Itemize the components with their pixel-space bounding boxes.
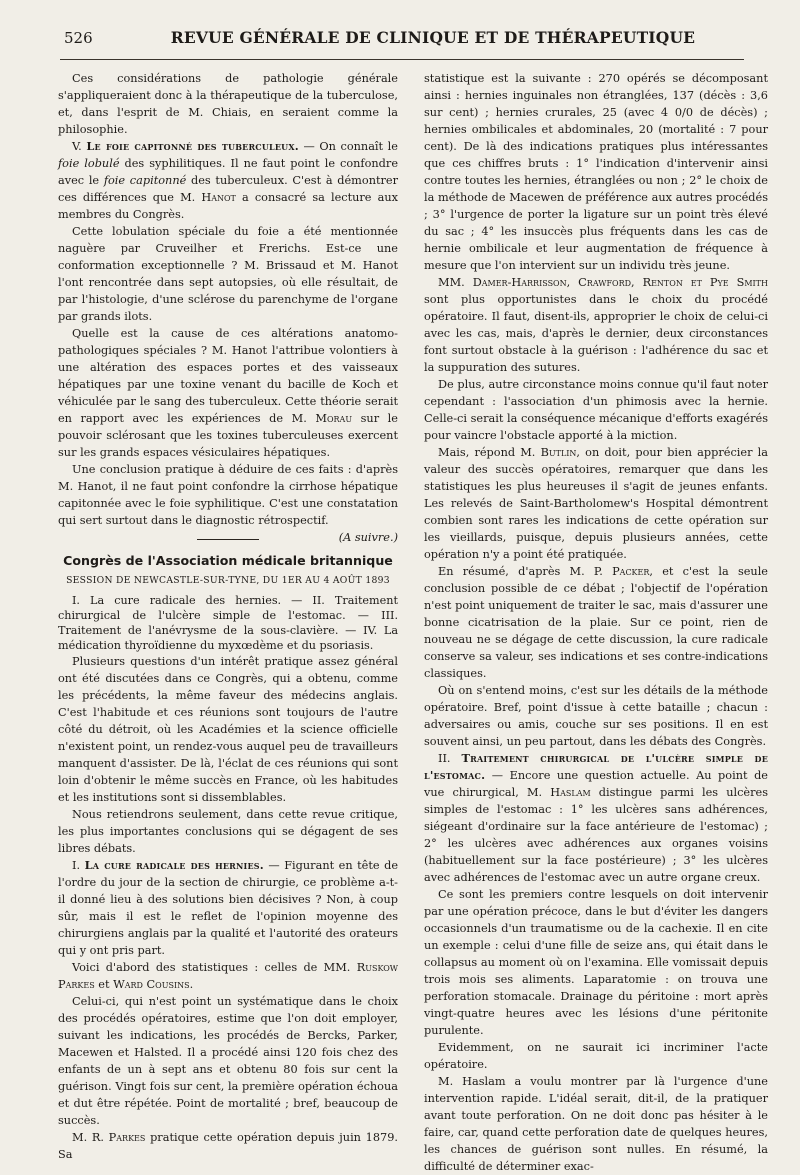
- paragraph: Ce sont les premiers contre lesquels on doit intervenir par une opération précoce, dans le but d'éviter les dangers occasionnels d'un traumatisme ou de la cachexie. Il en cite un exemple : celui d'une fille de seize ans, qui était dans le collapsus au moment où on l'examina. Elle vomissait depuis trois mois ses aliments. Laparatomie : on trouva une perforation stomacale. Drainage du péritoine : mort après vingt-quatre heures avec les lésions d'une péritonite purulente.: [424, 888, 768, 1037]
- text-run: des tuberculeux. C'est à démontrer ces différences que M.: [58, 174, 398, 204]
- paragraph: [424, 274, 768, 376]
- section-v-paragraph: [58, 138, 398, 223]
- paragraph: Ces considérations de pathologie générale s'appliqueraient donc à la thérapeutique de la tuberculose, et, dans l'esprit de M. Chiais, en seraient comme la philosophie.: [58, 72, 398, 136]
- section-number: V.: [72, 140, 82, 153]
- header-rule: [60, 59, 744, 60]
- italic-term: foie capitonné: [103, 174, 187, 187]
- paragraph: Où on s'entend moins, c'est sur les détails de la méthode opératoire. Bref, point d'issue à cette bataille ; chacun : adversaires ou amis, couche sur ses positions. Il en est souvent ainsi, un peu partout, dans les débats des Congrès.: [424, 684, 768, 748]
- contents-summary: I. La cure radicale des hernies. — II. Traitement chirurgical de l'ulcère simple de l'estomac. — III. Traitement de l'anévrysme de la sous-clavière. — IV. La médication thyroïdienne du myxœdème et du psoriasis.: [58, 594, 398, 652]
- congress-title: Congrès de l'Association médicale britannique: [63, 553, 393, 568]
- text-run: , et c'est la seule conclusion possible de ce débat ; l'objectif de l'opération n'est point uniquement de traiter le sac, mais d'assurer une bonne cicatrisation de la plaie. Sur ce point, rien de nouveau ne se dégage de cette discussion, la cure radicale conserve sa valeur, ses indications et ses contre-indications classiques.: [424, 565, 768, 680]
- section-heading: Le foie capitonné des tuberculeux.: [86, 139, 299, 153]
- text-run: pratique cette opération depuis juin 1879. Sa: [58, 1131, 399, 1161]
- section-heading: Traitement chirurgical de l'ulcère simple de l'estomac.: [424, 751, 768, 782]
- journal-title: REVUE GÉNÉRALE DE CLINIQUE ET DE THÉRAPEUTIQUE: [170, 28, 696, 47]
- author-names: Damer-Harrisson, Crawford, Renton et Pye Smith: [472, 276, 768, 289]
- paragraph: [424, 444, 768, 563]
- author-name: Morau: [315, 412, 353, 425]
- text-run: Une conclusion pratique à déduire de ces faits : d'après M. Hanot, il ne faut point confondre la cirrhose hépatique capitonnée avec le foie syphilitique. C'est une constatation qui sert surtout dans le diagnostic rétrospectif.: [58, 463, 398, 527]
- author-name: Parkes: [108, 1131, 146, 1144]
- text-run: — Encore une question actuelle. Au point de vue chirurgical, M.: [424, 769, 768, 799]
- text-run: , on doit, pour bien apprécier la valeur des succès opératoires, remarquer que dans les statistiques les plus heureuses il s'agit de jeunes enfants. Les relevés de Saint-Bartholomew's Hospital démontrent combien sont rares les indications de cette opération sur les vieillards, puisque, depuis plusieurs années, cette opération n'y a point été pratiquée.: [424, 446, 768, 561]
- text-run: MM.: [438, 276, 473, 289]
- author-name: Butlin: [540, 446, 577, 459]
- author-name: Packer: [612, 565, 650, 578]
- text-run: et: [94, 978, 114, 991]
- section-number: II.: [438, 752, 451, 765]
- paragraph: [58, 959, 398, 993]
- paragraph: Evidemment, on ne saurait ici incriminer l'acte opératoire.: [424, 1041, 768, 1071]
- session-line: SESSION DE NEWCASTLE-SUR-TYNE, DU 1ER AU 4 AOÛT 1893: [66, 575, 390, 586]
- section-i-paragraph: [58, 857, 398, 959]
- text-run: sur le pouvoir sclérosant que les toxines tuberculeuses exercent sur les grands espaces vésiculaires hépatiques.: [58, 412, 398, 459]
- text-run: Mais, répond M.: [438, 446, 541, 459]
- author-name: Hanot: [201, 191, 236, 204]
- text-run: M. R.: [72, 1131, 109, 1144]
- section-ii-paragraph: [424, 750, 768, 886]
- text-run: des syphilitiques. Il ne faut point le confondre avec le: [58, 157, 399, 187]
- author-name: Ruskow Parkes: [58, 961, 398, 991]
- paragraph: M. Haslam a voulu montrer par là l'urgence d'une intervention rapide. L'idéal serait, dit-il, de la pratiquer avant toute perforation. On ne doit donc pas hésiter à le faire, car, quand cette perforation date de quelques heures, les chances de guérison sont nulles. En résumé, la difficulté de déterminer exac-: [424, 1075, 768, 1173]
- paragraph: [58, 325, 398, 461]
- text-run: — Figurant en tête de l'ordre du jour de la section de chirurgie, ce problème a-t-il donné lieu à des solutions bien décisives ? Non, à coup sûr, mais il est le reflet de l'opinion moyenne des chirurgiens anglais par la qualité et l'autorité des orateurs qui y ont pris part.: [58, 859, 399, 957]
- page-number: 526: [64, 29, 93, 47]
- italic-term: foie lobulé: [58, 157, 120, 170]
- running-head: [64, 28, 742, 54]
- text-run: distingue parmi les ulcères simples de l'estomac : 1° les ulcères sans adhérences, siégeant d'ordinaire sur la face antérieure de l'estomac) ; 2° les ulcères avec adhérences aux organes voisins (habituellement sur la face postérieure) ; 3° les ulcères avec adhérences de l'estomac avec un autre organe creux.: [424, 786, 768, 884]
- text-run: Voici d'abord des statistiques : celles de MM.: [72, 961, 357, 974]
- paragraph: [424, 563, 768, 682]
- section-heading: La cure radicale des hernies.: [84, 858, 264, 872]
- paragraph: [58, 461, 398, 544]
- left-column: [58, 70, 398, 1163]
- text-run: sont plus opportunistes dans le choix du procédé opératoire. Il faut, disent-ils, approprier le choix de celui-ci avec les cas, mais, d'après le dernier, deux circonstances font surtout obstacle à la guérison : l'adhérence du sac et la suppuration des sutures.: [424, 293, 768, 374]
- text-run: .: [189, 978, 194, 991]
- paragraph: Cette lobulation spéciale du foie a été mentionnée naguère par Cruveilher et Frerichs. Est-ce une conformation exceptionnelle ? M. Brissaud et M. Hanot l'ont rencontrée dans sept autopsies, où elle résultait, de par l'histologie, d'une sclérose du parenchyme de l'organe par grands ilots.: [58, 225, 398, 323]
- paragraph: Plusieurs questions d'un intérêt pratique assez général ont été discutées dans ce Congrès, qui a obtenu, comme les précédents, la même faveur des médecins anglais. C'est l'habitude et ces réunions sont toujours de l'autre côté du détroit, où les Académies et la science officielle n'existent point, un rendez-vous auquel peu de travailleurs manquent d'assister. De là, l'éclat de ces réunions qui sont loin d'obtenir le même succès en France, où les habitudes et les institutions sont si dissemblables.: [58, 655, 398, 804]
- text-run: En résumé, d'après M. P.: [438, 565, 613, 578]
- paragraph: De plus, autre circonstance moins connue qu'il faut noter cependant : l'association d'un phimosis avec la hernie. Celle-ci serait la conséquence mécanique d'efforts exagérés pour vaincre l'obstacle apporté à la miction.: [424, 378, 768, 442]
- author-name: Ward Cousins: [113, 978, 190, 991]
- text-run: — On connaît le: [298, 140, 398, 153]
- author-name: Haslam: [550, 786, 591, 799]
- section-separator: [197, 539, 259, 540]
- to-be-continued: (A suivre.): [338, 531, 398, 544]
- text-run: Quelle est la cause de ces altérations anatomo-pathologiques spéciales ? M. Hanot l'attribue volontiers à une altération des espaces portes et des vaisseaux hépatiques par une toxine venant du bacille de Koch et véhiculée par le sang des tuberculeux. Cette théorie serait en rapport avec les expériences de M.: [58, 327, 398, 425]
- right-column: [424, 70, 768, 1175]
- paragraph: [58, 1129, 398, 1163]
- text-run: a consacré sa lecture aux membres du Congrès.: [58, 191, 398, 221]
- section-number: I.: [72, 859, 81, 872]
- paragraph: Celui-ci, qui n'est point un systématique dans le choix des procédés opératoires, estime que l'on doit employer, suivant les indications, les procédés de Bercks, Parker, Macewen et Halsted. Il a procédé ainsi 120 fois chez des enfants de un à sept ans et obtenu 80 fois sur cent la guérison. Vingt fois sur cent, la première opération échoua et dut être répétée. Point de mortalité ; bref, beaucoup de succès.: [58, 995, 398, 1127]
- paragraph: Nous retiendrons seulement, dans cette revue critique, les plus importantes conclusions qui se dégagent de ses libres débats.: [58, 808, 398, 855]
- paragraph: statistique est la suivante : 270 opérés se décomposant ainsi : hernies inguinales non étranglées, 137 (décès : 3,6 sur cent) ; hernies crurales, 25 (avec 4 0/0 de décès) ; hernies ombilicales et abdominales, 20 (mortalité : 7 pour cent). De là des indications pratiques plus intéressantes que ces chiffres bruts : 1° l'indication d'intervenir ainsi contre toutes les hernies, étranglées ou non ; 2° le choix de la méthode de Macewen de préférence aux autres procédés ; 3° l'urgence de porter la ligature sur un point très élevé du sac ; 4° les insuccès plus fréquents dans les cas de hernie ombilicale et leur augmentation de fréquence à mesure que l'on intervient sur un individu très jeune.: [424, 72, 768, 272]
